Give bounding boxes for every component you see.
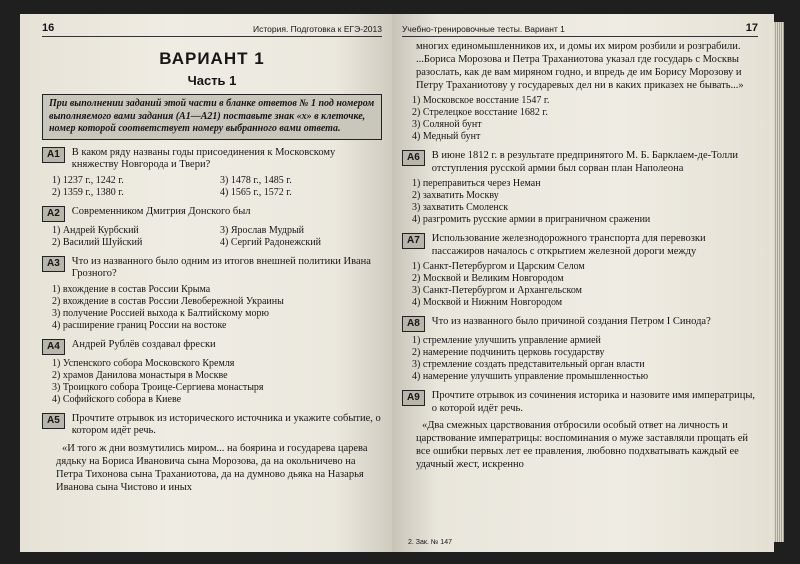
task-a9	[402, 390, 758, 415]
task-number: А7	[402, 233, 425, 249]
option: 2) вхождение в состав России Левобережной Украины	[52, 295, 284, 307]
option: 4) Москвой и Нижним Новгородом	[412, 297, 563, 308]
task-number: А4	[42, 339, 65, 355]
task-question: Современником Дмитрия Донского был	[71, 205, 251, 217]
task-a7-options	[412, 261, 758, 309]
page-number: 17	[745, 22, 758, 34]
task-a3	[42, 256, 382, 281]
option: 1) 1237 г., 1242 г.	[52, 174, 124, 186]
option: 1) Московское восстание 1547 г.	[412, 95, 550, 106]
variant-title: ВАРИАНТ 1	[159, 49, 265, 68]
task-a5	[42, 413, 382, 438]
task-a4	[42, 339, 382, 355]
task-question: Прочтите отрывок из исторического источника и укажите событие, о котором идёт речь.	[71, 412, 381, 436]
option: 4) 1565 г., 1572 г.	[220, 186, 292, 198]
page-edges	[774, 22, 784, 542]
option: 4) разгромить русские армии в приграничном сражении	[412, 214, 651, 225]
task-question: В каком ряду названы годы присоединения к Московскому княжеству Новгорода и Твери?	[71, 146, 336, 170]
task-number: А2	[42, 206, 65, 222]
option: 3) захватить Смоленск	[412, 202, 509, 213]
option: 4) Софийского собора в Киеве	[52, 393, 182, 405]
option: 4) намерение улучшить управление промышленностью	[412, 371, 649, 382]
option: 3) Троицкого собора Троице-Сергиева монастыря	[52, 381, 264, 393]
page-footer: 2. Зак. № 147	[408, 539, 452, 546]
historian-quote: «Два смежных царствования отбросили особый ответ на личность и царствование императрицы: воспоминания о муже заставляли прощать ей все ошибки первых лет ее правления, любовно подхватывать каждый ее удачный жест, искренно	[416, 420, 748, 470]
task-a2	[42, 206, 382, 222]
task-question: Что из названного было одним из итогов внешней политики Ивана Грозного?	[71, 255, 371, 279]
task-a4-options	[52, 358, 382, 406]
task-number: А6	[402, 150, 425, 166]
option: 3) Ярослав Мудрый	[220, 224, 305, 236]
task-a2-options	[52, 225, 382, 249]
task-a3-options	[52, 284, 382, 332]
option: 1) Успенского собора Московского Кремля	[52, 357, 235, 369]
task-a8-options	[412, 335, 758, 383]
option: 3) Соляной бунт	[412, 119, 482, 130]
option: 2) 1359 г., 1380 г.	[52, 186, 124, 198]
option: 3) получение Россией выхода к Балтийскому морю	[52, 307, 269, 319]
option: 3) 1478 г., 1485 г.	[220, 174, 292, 186]
page-number: 16	[42, 22, 55, 34]
task-question: Андрей Рублёв создавал фрески	[71, 338, 216, 350]
option: 1) вхождение в состав России Крыма	[52, 283, 211, 295]
option: 4) Медный бунт	[412, 131, 481, 142]
source-quote: «И того ж дни возмутились миром... на боярина и государева царева дядьку на Бориса Ивановича сына Морозова, да на окольничево на Петра Тихонова сына Траханиотова, да на думново дьяка на Назарья Иванова сына Чистово и иных	[56, 442, 368, 493]
left-page	[20, 14, 392, 552]
option: 3) стремление создать представительный орган власти	[412, 359, 645, 370]
task-number: А5	[42, 413, 65, 429]
task-a8	[402, 316, 758, 332]
task-number: А8	[402, 316, 425, 332]
option: 3) Санкт-Петербургом и Архангельском	[412, 285, 582, 296]
task-question: Что из названного было причиной создания Петром I Синода?	[431, 316, 711, 327]
task-number: А3	[42, 256, 65, 272]
task-number: А9	[402, 390, 425, 406]
left-header	[42, 22, 382, 37]
task-a1	[42, 147, 382, 172]
running-title: История. Подготовка к ЕГЭ-2013	[253, 24, 382, 34]
task-a5-options	[412, 95, 758, 143]
task-question: Прочтите отрывок из сочинения историка и назовите имя императрицы, о которой идёт речь.	[431, 390, 756, 414]
right-page	[392, 14, 774, 552]
option: 1) Андрей Курбский	[52, 224, 139, 236]
option: 2) храмов Данилова монастыря в Москве	[52, 369, 228, 381]
part-title: Часть 1	[187, 73, 237, 88]
option: 2) Василий Шуйский	[52, 236, 143, 248]
option: 2) Москвой и Великим Новгородом	[412, 273, 564, 284]
task-number: А1	[42, 147, 65, 163]
task-a7	[402, 233, 758, 258]
instruction-box: При выполнении заданий этой части в бланке ответов № 1 под номером выполняемого вами задания (А1—А21) поставьте знак «х» в клеточке, номер которой соответствует номеру выбранного вами ответа.	[42, 94, 382, 140]
option: 1) переправиться через Неман	[412, 178, 541, 189]
right-header	[402, 22, 758, 37]
task-question: Использование железнодорожного транспорта для перевозки пассажиров началось с открытием железной дороги между	[431, 233, 706, 257]
task-question: В июне 1812 г. в результате предпринятого М. Б. Барклаем-де-Толли отступления русской армии был сорван план Наполеона	[431, 150, 738, 174]
option: 4) расширение границ России на востоке	[52, 319, 227, 331]
task-a1-options	[52, 175, 382, 199]
source-quote-continuation: многих единомышленников их, и домы их миром розбили и розграбили. ...Бориса Морозова и Петра Траханиотова указал где государь с Москвы разослать, как де вам миряном годно, и впредь де им Борису Морозову и Петру Траханиотову у государевых дел ни в каких приказех не бывать...»	[416, 41, 744, 91]
option: 1) стремление улучшить управление армией	[412, 335, 601, 346]
option: 2) захватить Москву	[412, 190, 499, 201]
task-a6	[402, 150, 758, 175]
option: 2) Стрелецкое восстание 1682 г.	[412, 107, 548, 118]
option: 4) Сергий Радонежский	[220, 236, 321, 248]
task-a6-options	[412, 178, 758, 226]
running-title: Учебно-тренировочные тесты. Вариант 1	[402, 24, 565, 34]
option: 2) намерение подчинить церковь государству	[412, 347, 605, 358]
option: 1) Санкт-Петербургом и Царским Селом	[412, 261, 585, 272]
